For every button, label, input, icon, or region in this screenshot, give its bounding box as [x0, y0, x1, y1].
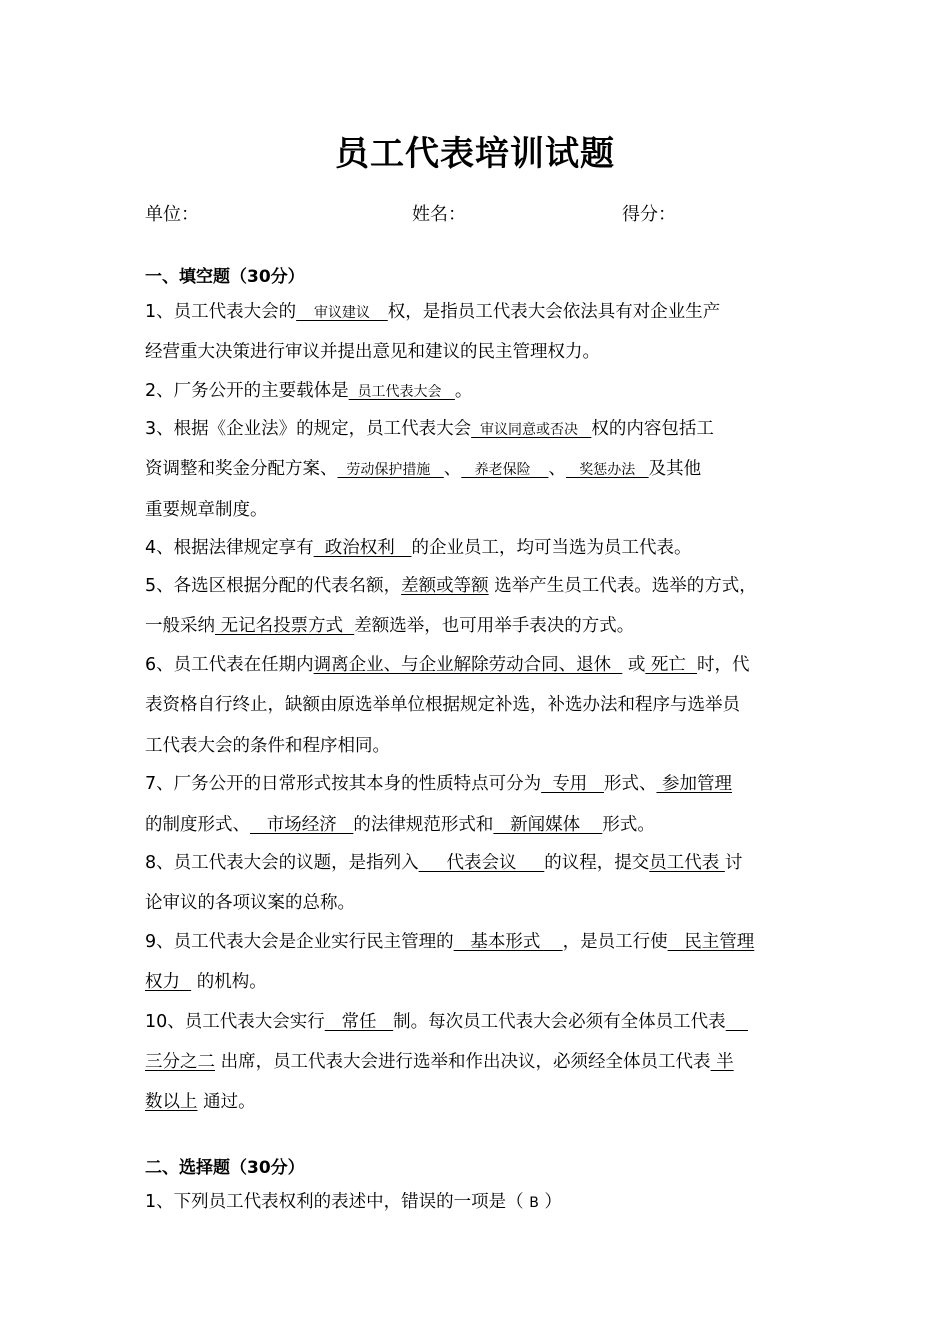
text: 3、根据《企业法》的规定，员工代表大会 [145, 419, 472, 439]
text: ） [538, 1192, 562, 1212]
question-7-line-2 [145, 813, 655, 837]
text: 、 [443, 459, 462, 479]
question-3-line-2 [145, 457, 701, 482]
answer-blank: 员工代表大会 [348, 384, 455, 400]
unit-label: 单位： [145, 204, 199, 225]
text: 及其他 [648, 459, 702, 479]
text: 形式、 [603, 774, 657, 794]
answer-blank: 死亡 [645, 655, 698, 675]
answer-blank: 权力 [145, 972, 192, 992]
question-10 [145, 1010, 748, 1034]
text: 的议程，提交 [544, 853, 650, 873]
answer-blank: 审议建议 [296, 305, 388, 321]
question-3 [145, 417, 714, 442]
answer-blank: 新闻媒体 [493, 815, 603, 835]
text: 6、员工代表在任期内 [145, 655, 314, 675]
text: 出席，员工代表大会进行选举和作出决议，必须经全体员工代表 [215, 1052, 711, 1072]
answer-blank: 三分之二 [145, 1052, 215, 1072]
question-9 [145, 930, 754, 954]
answer-blank: 无记名投票方式 [215, 616, 355, 636]
question-10-line-3 [145, 1090, 256, 1114]
text: 资调整和奖金分配方案、 [145, 459, 338, 479]
text: 的企业员工，均可当选为员工代表。 [411, 538, 692, 558]
answer-blank: 政治权利 [313, 538, 412, 558]
text: 9、员工代表大会是企业实行民主管理的 [145, 932, 454, 952]
answer-blank: 调离企业、与企业解除劳动合同、退休 [313, 655, 623, 675]
text: 。 [454, 381, 473, 401]
section-multiple-choice-heading: 二、选择题（30分） [145, 1158, 305, 1178]
answer-blank: 基本形式 [453, 932, 563, 952]
text: 的机构。 [191, 972, 267, 992]
question-6-line-2: 表资格自行终止，缺额由原选举单位根据规定补选，补选办法和程序与选举员 [145, 695, 740, 715]
text: 5、各选区根据分配的代表名额， [145, 576, 402, 596]
score-label: 得分： [622, 204, 676, 225]
answer-blank: 参加管理 [656, 774, 733, 794]
text: 7、厂务公开的日常形式按其本身的性质特点可分为 [145, 774, 542, 794]
text: 权，是指员工代表大会依法具有对企业生产 [387, 302, 721, 322]
choice-question-1 [145, 1190, 562, 1215]
answer-blank: 数以上 [145, 1092, 198, 1112]
text: 的法律规范形式和 [353, 815, 494, 835]
answer-blank [726, 1012, 748, 1032]
question-5 [145, 574, 757, 598]
text: 、 [548, 459, 566, 479]
question-4 [145, 536, 691, 560]
text: 的制度形式、 [145, 815, 250, 835]
question-1-line-2: 经营重大决策进行审议并提出意见和建议的民主管理权力。 [145, 342, 600, 362]
text: 通过。 [197, 1092, 256, 1112]
text: 10、员工代表大会实行 [145, 1012, 325, 1032]
text: 或 [622, 655, 646, 675]
text: 1、下列员工代表权利的表述中，错误的一项是（ [145, 1192, 530, 1212]
answer-letter: B [529, 1195, 539, 1211]
text: 制。每次员工代表大会必须有全体员工代表 [393, 1012, 726, 1032]
question-8-line-2: 论审议的各项议案的总称。 [145, 893, 355, 913]
answer-blank: 代表会议 [418, 853, 545, 873]
question-9-line-2 [145, 970, 267, 994]
answer-blank: 员工代表 [649, 853, 725, 873]
answer-blank: 半 [710, 1052, 734, 1072]
text: 权的内容包括工 [591, 419, 714, 439]
text: 4、根据法律规定享有 [145, 538, 314, 558]
question-3-line-3: 重要规章制度。 [145, 500, 268, 520]
answer-blank: 市场经济 [250, 815, 354, 835]
text: 8、员工代表大会的议题，是指列入 [145, 853, 419, 873]
text: 一般采纳 [145, 616, 215, 636]
answer-blank: 养老保险 [461, 462, 549, 478]
question-6 [145, 653, 750, 677]
name-label: 姓名： [412, 204, 466, 225]
answer-blank: 奖惩办法 [565, 462, 649, 478]
question-6-line-3: 工代表大会的条件和程序相同。 [145, 736, 390, 756]
text: 2、厂务公开的主要载体是 [145, 381, 349, 401]
question-5-line-2 [145, 614, 634, 638]
text: 选举产生员工代表。选举的方式， [488, 576, 757, 596]
text: 讨 [724, 853, 743, 873]
section-fill-blank-heading: 一、填空题（30分） [145, 267, 305, 287]
text: 差额选举，也可用举手表决的方式。 [354, 616, 635, 636]
question-10-line-2 [145, 1050, 734, 1074]
question-8 [145, 851, 742, 875]
answer-blank: 差额或等额 [401, 576, 489, 596]
answer-blank: 常任 [324, 1012, 394, 1032]
question-2 [145, 379, 472, 404]
answer-blank: 专用 [541, 774, 604, 794]
question-7 [145, 772, 732, 796]
answer-blank: 劳动保护措施 [337, 462, 444, 478]
answer-blank: 审议同意或否决 [471, 422, 592, 438]
text: ，是员工行使 [562, 932, 668, 952]
page-title: 员工代表培训试题 [335, 134, 615, 174]
answer-blank: 民主管理 [667, 932, 755, 952]
text: 时，代 [697, 655, 750, 675]
text: 形式。 [602, 815, 655, 835]
text: 1、员工代表大会的 [145, 302, 297, 322]
question-1 [145, 300, 720, 325]
